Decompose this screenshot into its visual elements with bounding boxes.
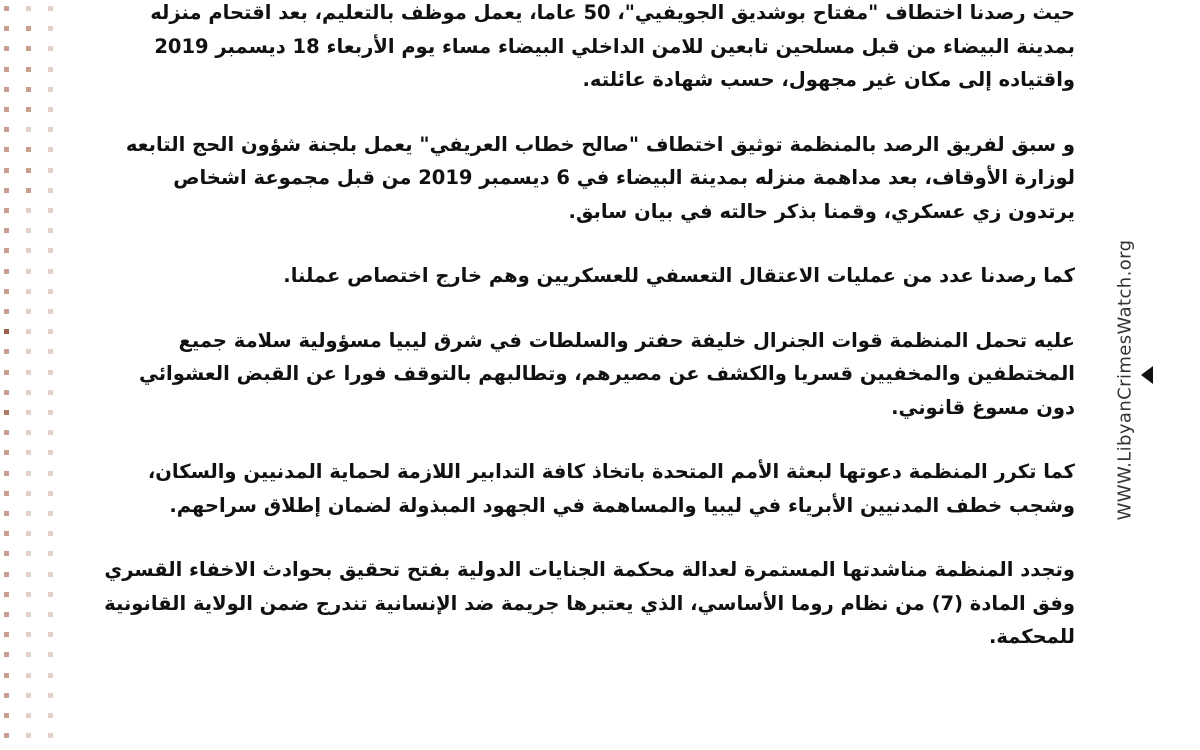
decorative-dot [26, 107, 31, 112]
decorative-dot [4, 531, 9, 536]
decorative-dot [26, 551, 31, 556]
decorative-dot [4, 632, 9, 637]
decorative-dot [48, 67, 53, 72]
decorative-dot [26, 46, 31, 51]
decorative-dot [48, 370, 53, 375]
decorative-dot [48, 248, 53, 253]
decorative-dot [26, 208, 31, 213]
decorative-dot-grid [0, 0, 60, 750]
decorative-dot [48, 269, 53, 274]
decorative-dot [48, 652, 53, 657]
decorative-dot [26, 733, 31, 738]
decorative-dot [48, 208, 53, 213]
decorative-dot [48, 471, 53, 476]
decorative-dot [26, 188, 31, 193]
decorative-dot [4, 390, 9, 395]
decorative-dot [4, 612, 9, 617]
decorative-dot [4, 269, 9, 274]
decorative-dot [4, 430, 9, 435]
decorative-dot [48, 6, 53, 11]
decorative-dot [26, 390, 31, 395]
decorative-dot [48, 450, 53, 455]
decorative-dot [4, 349, 9, 354]
article-paragraph: وتجدد المنظمة مناشدتها المستمرة لعدالة محكمة الجنايات الدولية بفتح تحقيق بحوادث الاخفاء القسري وفق المادة (7) من نظام روما الأساسي، الذي يعتبرها جريمة ضد الإنسانية تندرج ضمن الولاية القانونية للمحكمة. [104, 558, 1075, 648]
decorative-dot [26, 632, 31, 637]
decorative-dot [48, 26, 53, 31]
decorative-dot [4, 26, 9, 31]
decorative-dot [26, 248, 31, 253]
decorative-dot [4, 673, 9, 678]
decorative-dot [26, 531, 31, 536]
decorative-dot [4, 248, 9, 253]
decorative-dot [4, 693, 9, 698]
decorative-dot [48, 673, 53, 678]
decorative-dot [26, 471, 31, 476]
decorative-dot [48, 592, 53, 597]
decorative-dot [4, 471, 9, 476]
decorative-dot [48, 491, 53, 496]
decorative-dot [4, 592, 9, 597]
decorative-dot [48, 87, 53, 92]
article-paragraph: عليه تحمل المنظمة قوات الجنرال خليفة حفتر والسلطات في شرق ليبيا مسؤولية سلامة جميع المختطفين والمخفيين قسريا والكشف عن مصيرهم، وتطالبهم بالتوقف فورا عن القبض العشوائي دون مسوغ قانوني. [139, 328, 1075, 419]
decorative-dot [4, 188, 9, 193]
decorative-dot [26, 673, 31, 678]
decorative-dot [26, 329, 31, 334]
decorative-dot [26, 127, 31, 132]
decorative-dot [4, 67, 9, 72]
decorative-dot [4, 309, 9, 314]
decorative-dot [4, 713, 9, 718]
decorative-dot [48, 309, 53, 314]
decorative-dot [26, 26, 31, 31]
decorative-dot [26, 67, 31, 72]
decorative-dot [26, 168, 31, 173]
decorative-dot [48, 511, 53, 516]
decorative-dot [26, 147, 31, 152]
decorative-dot [4, 168, 9, 173]
decorative-dot [4, 46, 9, 51]
decorative-dot [4, 572, 9, 577]
decorative-dot [48, 46, 53, 51]
decorative-dot [26, 511, 31, 516]
article-body [100, 0, 1075, 685]
decorative-dot [48, 107, 53, 112]
decorative-dot [48, 410, 53, 415]
decorative-dot [26, 430, 31, 435]
decorative-dot [48, 127, 53, 132]
decorative-dot [4, 127, 9, 132]
article-paragraph: كما تكرر المنظمة دعوتها لبعثة الأمم المتحدة باتخاذ كافة التدابير اللازمة لحماية المدنيين والسكان، وشجب خطف المدنيين الأبرياء في ليبيا والمساهمة في الجهود المبذولة لضمان إطلاق سراحهم. [147, 460, 1075, 517]
decorative-dot [26, 228, 31, 233]
decorative-dot [4, 228, 9, 233]
decorative-dot [48, 188, 53, 193]
decorative-dot [26, 6, 31, 11]
decorative-dot [4, 370, 9, 375]
decorative-dot [4, 147, 9, 152]
decorative-dot [4, 491, 9, 496]
decorative-dot [4, 329, 9, 334]
decorative-dot [48, 572, 53, 577]
decorative-dot [4, 511, 9, 516]
decorative-dot [48, 430, 53, 435]
decorative-dot [4, 450, 9, 455]
decorative-dot [48, 733, 53, 738]
decorative-dot [4, 6, 9, 11]
website-url[interactable]: WWW.LibyanCrimesWatch.org [1114, 239, 1136, 521]
article-paragraph: كما رصدنا عدد من عمليات الاعتقال التعسفي للعسكريين وهم خارج اختصاص عملنا. [283, 264, 1075, 287]
decorative-dot [4, 208, 9, 213]
article-paragraph: حيث رصدنا اختطاف "مفتاح بوشديق الجويفيي"، 50 عاما، يعمل موظف بالتعليم، بعد اقتحام منزله بمدينة البيضاء من قبل مسلحين تابعين للامن الداخلي البيضاء مساء يوم الأربعاء 18 ديسمبر 2019 واقتياده إلى مكان غير مجهول، حسب شهادة عائلته. [150, 1, 1075, 91]
decorative-dot [26, 572, 31, 577]
decorative-dot [48, 168, 53, 173]
decorative-dot [48, 612, 53, 617]
decorative-dot [26, 309, 31, 314]
decorative-dot [48, 713, 53, 718]
decorative-dot [4, 289, 9, 294]
decorative-dot [26, 491, 31, 496]
decorative-dot [48, 551, 53, 556]
decorative-dot [48, 390, 53, 395]
decorative-dot [26, 652, 31, 657]
decorative-dot [48, 228, 53, 233]
decorative-dot [48, 531, 53, 536]
decorative-dot [48, 329, 53, 334]
decorative-dot [4, 733, 9, 738]
decorative-dot [26, 289, 31, 294]
arrow-left-icon [1141, 366, 1153, 384]
decorative-dot [26, 349, 31, 354]
decorative-dot [48, 349, 53, 354]
decorative-dot [48, 289, 53, 294]
article-paragraph: و سبق لفريق الرصد بالمنظمة توثيق اختطاف "صالح خطاب العريفي" يعمل بلجنة شؤون الحج التابعه لوزارة الأوقاف، بعد مداهمة منزله بمدينة البيضاء في 6 ديسمبر 2019 من قبل مجموعة اشخاص يرتدون زي عسكري، وقمنا بذكر حالته في بيان سابق. [125, 132, 1075, 223]
decorative-dot [26, 713, 31, 718]
decorative-dot [26, 87, 31, 92]
decorative-dot [26, 612, 31, 617]
decorative-dot [48, 693, 53, 698]
decorative-dot [4, 410, 9, 415]
decorative-dot [26, 592, 31, 597]
decorative-dot [26, 269, 31, 274]
decorative-dot [48, 147, 53, 152]
decorative-dot [26, 410, 31, 415]
decorative-dot [4, 652, 9, 657]
decorative-dot [26, 693, 31, 698]
decorative-dot [26, 450, 31, 455]
decorative-dot [4, 107, 9, 112]
decorative-dot [4, 551, 9, 556]
decorative-dot [48, 632, 53, 637]
decorative-dot [26, 370, 31, 375]
decorative-dot [4, 87, 9, 92]
